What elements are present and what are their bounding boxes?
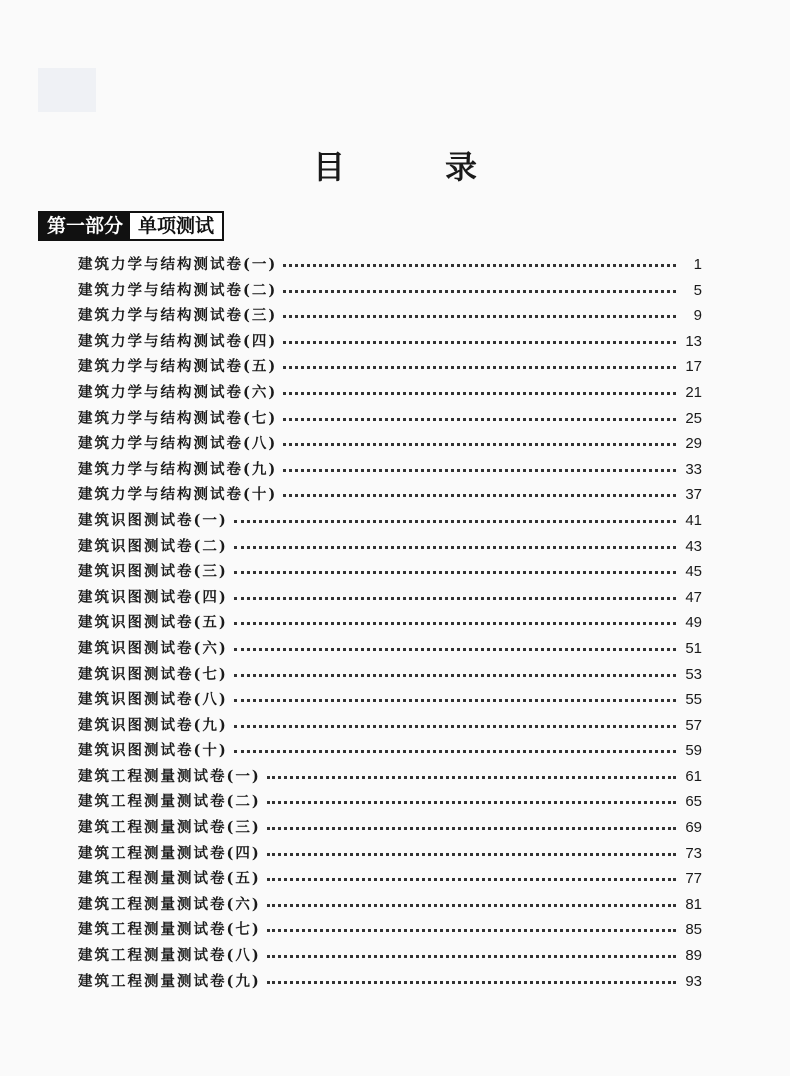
toc-entry-label: 建筑识图测试卷(一) — [78, 511, 228, 529]
toc-entry[interactable] — [78, 663, 702, 689]
dot-leader — [267, 847, 676, 856]
toc-entry-page-number: 59 — [685, 742, 702, 760]
toc-entry-label: 建筑力学与结构测试卷(九) — [78, 460, 278, 478]
dot-leader — [283, 488, 676, 497]
toc-entry-label: 建筑识图测试卷(六) — [78, 639, 228, 657]
toc-entry-page-number: 81 — [685, 895, 702, 913]
page-title: 目 录 — [312, 148, 511, 186]
dot-leader — [283, 463, 676, 472]
toc-entry[interactable] — [78, 893, 702, 919]
toc-entry-label: 建筑工程测量测试卷(三) — [78, 819, 261, 837]
dot-leader — [267, 770, 676, 779]
toc-entry[interactable] — [78, 611, 702, 637]
toc-entry-label: 建筑识图测试卷(九) — [78, 716, 228, 734]
toc-entry-label: 建筑工程测量测试卷(九) — [78, 972, 261, 990]
dot-leader — [234, 744, 676, 753]
toc-entry[interactable] — [78, 714, 702, 740]
toc-entry-page-number: 51 — [685, 639, 702, 657]
dot-leader — [267, 898, 676, 907]
section-name-label: 单项测试 — [130, 213, 222, 239]
toc-entry[interactable] — [78, 586, 702, 612]
dot-leader — [234, 616, 676, 625]
toc-entry[interactable] — [78, 842, 702, 868]
toc-entry-label: 建筑力学与结构测试卷(四) — [78, 332, 278, 350]
toc-entry[interactable] — [78, 330, 702, 356]
toc-list — [78, 253, 702, 995]
toc-entry[interactable] — [78, 355, 702, 381]
toc-entry-label: 建筑识图测试卷(五) — [78, 614, 228, 632]
dot-leader — [234, 642, 676, 651]
toc-entry[interactable] — [78, 279, 702, 305]
dot-leader — [234, 668, 676, 677]
toc-entry[interactable] — [78, 637, 702, 663]
toc-entry[interactable] — [78, 381, 702, 407]
toc-entry-label: 建筑力学与结构测试卷(六) — [78, 383, 278, 401]
section-heading — [38, 211, 224, 241]
dot-leader — [283, 258, 676, 267]
toc-entry-page-number: 85 — [685, 921, 702, 939]
toc-entry-page-number: 53 — [685, 665, 702, 683]
toc-entry[interactable] — [78, 432, 702, 458]
toc-entry-page-number: 45 — [685, 563, 702, 581]
toc-entry-label: 建筑工程测量测试卷(六) — [78, 895, 261, 913]
dot-leader — [283, 360, 676, 369]
dot-leader — [267, 949, 676, 958]
toc-entry-label: 建筑识图测试卷(十) — [78, 742, 228, 760]
dot-leader — [283, 412, 676, 421]
toc-entry-page-number: 37 — [685, 486, 702, 504]
toc-entry[interactable] — [78, 688, 702, 714]
toc-entry-page-number: 43 — [685, 537, 702, 555]
toc-entry[interactable] — [78, 790, 702, 816]
toc-entry-label: 建筑力学与结构测试卷(二) — [78, 281, 278, 299]
dot-leader — [283, 386, 676, 395]
dot-leader — [234, 565, 676, 574]
toc-entry-page-number: 13 — [685, 332, 702, 350]
toc-entry-label: 建筑识图测试卷(七) — [78, 665, 228, 683]
dot-leader — [283, 284, 676, 293]
toc-entry-page-number: 93 — [685, 972, 702, 990]
toc-entry-page-number: 5 — [693, 281, 702, 299]
toc-entry[interactable] — [78, 944, 702, 970]
toc-entry-label: 建筑工程测量测试卷(四) — [78, 844, 261, 862]
toc-entry-label: 建筑力学与结构测试卷(一) — [78, 256, 278, 273]
toc-entry-label: 建筑力学与结构测试卷(三) — [78, 307, 278, 325]
dot-leader — [283, 335, 676, 344]
toc-entry-label: 建筑识图测试卷(三) — [78, 563, 228, 581]
toc-entry[interactable] — [78, 765, 702, 791]
dot-leader — [234, 540, 676, 549]
toc-entry[interactable] — [78, 560, 702, 586]
dot-leader — [283, 437, 676, 446]
dot-leader — [234, 591, 676, 600]
dot-leader — [267, 923, 676, 932]
toc-entry-page-number: 69 — [685, 819, 702, 837]
toc-entry-label: 建筑工程测量测试卷(二) — [78, 793, 261, 811]
toc-entry-page-number: 17 — [685, 358, 702, 376]
dot-leader — [234, 693, 676, 702]
toc-entry-page-number: 41 — [685, 511, 702, 529]
toc-entry-label: 建筑力学与结构测试卷(五) — [78, 358, 278, 376]
toc-entry[interactable] — [78, 407, 702, 433]
toc-entry[interactable] — [78, 816, 702, 842]
toc-entry-label: 建筑力学与结构测试卷(七) — [78, 409, 278, 427]
toc-entry-page-number: 33 — [685, 460, 702, 478]
toc-entry-page-number: 73 — [685, 844, 702, 862]
dot-leader — [267, 975, 676, 984]
toc-entry-page-number: 55 — [685, 691, 702, 709]
dot-leader — [267, 872, 676, 881]
toc-entry-label: 建筑工程测量测试卷(七) — [78, 921, 261, 939]
dot-leader — [234, 719, 676, 728]
toc-entry-page-number: 57 — [685, 716, 702, 734]
toc-entry-page-number: 47 — [685, 588, 702, 606]
toc-entry-page-number: 25 — [685, 409, 702, 427]
toc-entry-label: 建筑力学与结构测试卷(十) — [78, 486, 278, 504]
toc-entry-label: 建筑识图测试卷(二) — [78, 537, 228, 555]
toc-entry-label: 建筑工程测量测试卷(八) — [78, 947, 261, 965]
toc-entry[interactable] — [78, 739, 702, 765]
toc-entry-page-number: 1 — [693, 256, 702, 273]
toc-entry-page-number: 89 — [685, 947, 702, 965]
toc-entry[interactable] — [78, 253, 702, 279]
scan-smudge — [38, 68, 96, 112]
toc-entry[interactable] — [78, 458, 702, 484]
toc-entry[interactable] — [78, 304, 702, 330]
toc-entry-page-number: 29 — [685, 435, 702, 453]
toc-entry[interactable] — [78, 918, 702, 944]
toc-entry-page-number: 21 — [685, 383, 702, 401]
toc-entry-page-number: 61 — [685, 767, 702, 785]
section-part-label: 第一部分 — [40, 213, 130, 239]
dot-leader — [267, 795, 676, 804]
toc-entry-page-number: 65 — [685, 793, 702, 811]
toc-entry-label: 建筑工程测量测试卷(一) — [78, 767, 261, 785]
toc-entry[interactable] — [78, 483, 702, 509]
dot-leader — [234, 514, 676, 523]
toc-entry-page-number: 77 — [685, 870, 702, 888]
toc-entry-label: 建筑工程测量测试卷(五) — [78, 870, 261, 888]
toc-entry[interactable] — [78, 535, 702, 561]
dot-leader — [283, 309, 676, 318]
toc-entry-label: 建筑识图测试卷(八) — [78, 691, 228, 709]
dot-leader — [267, 821, 676, 830]
toc-entry[interactable] — [78, 867, 702, 893]
toc-entry[interactable] — [78, 509, 702, 535]
toc-entry-label: 建筑识图测试卷(四) — [78, 588, 228, 606]
toc-entry-page-number: 9 — [693, 307, 702, 325]
toc-entry[interactable] — [78, 970, 702, 996]
toc-entry-page-number: 49 — [685, 614, 702, 632]
toc-entry-label: 建筑力学与结构测试卷(八) — [78, 435, 278, 453]
